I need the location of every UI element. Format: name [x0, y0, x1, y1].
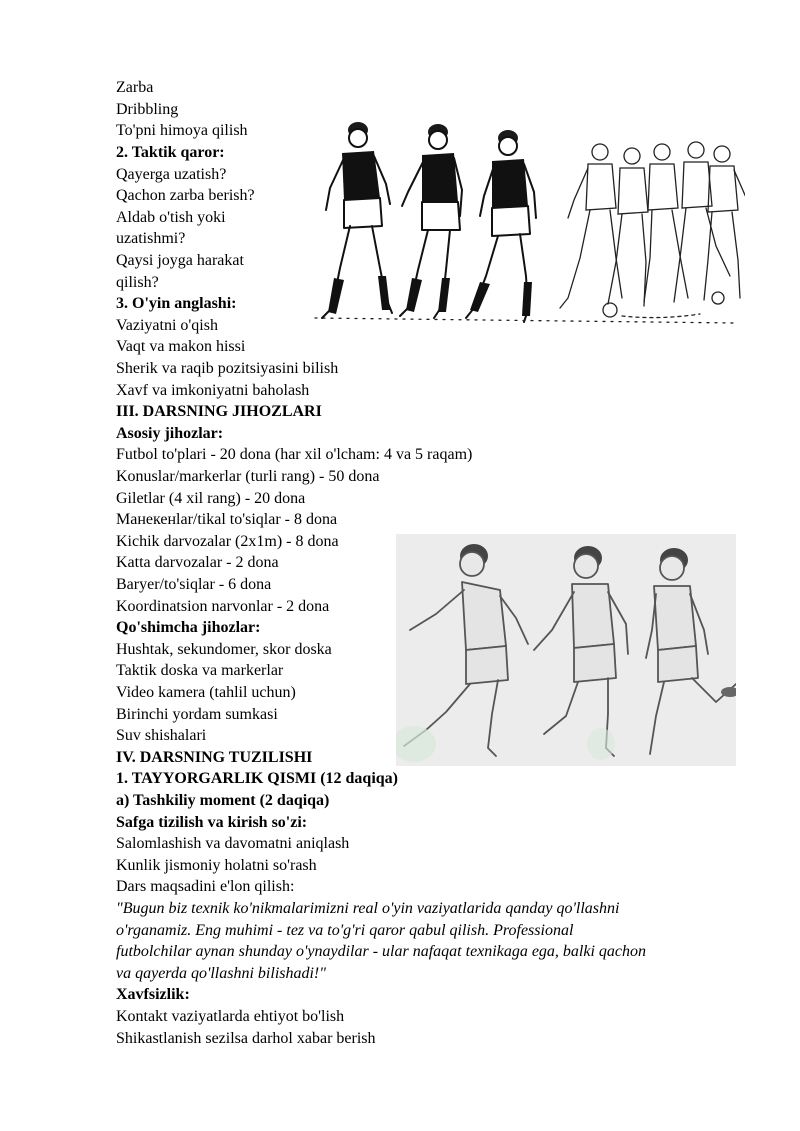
text-line: Sherik va raqib pozitsiyasini bilish [116, 360, 339, 377]
section-heading: 3. O'yin anglashi: [116, 295, 237, 312]
text-line: Aldab o'tish yoki [116, 209, 226, 226]
section-heading: Safga tizilish va kirish so'zi: [116, 814, 308, 831]
text-line: qilish? [116, 274, 159, 291]
player-figure [400, 124, 462, 318]
text-line: Vaziyatni o'qish [116, 317, 218, 334]
boy-figure [534, 546, 628, 756]
text-line: Birinchi yordam sumkasi [116, 706, 278, 723]
ball-icon [712, 292, 724, 304]
text-line: Vaqt va makon hissi [116, 338, 246, 355]
quote-line: o'rganamiz. Eng muhimi - tez va to'g'ri qaror qabul qilish. Professional [116, 922, 574, 939]
text-line: Qayerga uzatish? [116, 166, 227, 183]
text-line: Qachon zarba berish? [116, 187, 255, 204]
ball-icon [603, 303, 617, 317]
section-heading: IV. DARSNING TUZILISHI [116, 749, 313, 766]
text-line: Suv shishalari [116, 727, 207, 744]
text-line: Giletlar (4 xil rang) - 20 dona [116, 490, 306, 507]
section-heading: III. DARSNING JIHOZLARI [116, 403, 322, 420]
text-line: To'pni himoya qilish [116, 122, 248, 139]
kicking-technique-illustration [396, 534, 736, 766]
text-line: Futbol to'plari - 20 dona (har xil o'lcham: 4 va 5 raqam) [116, 446, 473, 463]
boy-figure [646, 548, 736, 754]
text-line: Xavf va imkoniyatni baholash [116, 382, 310, 399]
text-line: Kichik darvozalar (2x1m) - 8 dona [116, 533, 339, 550]
section-heading: 1. TAYYORGARLIK QISMI (12 daqiqa) [116, 770, 398, 787]
text-line: Konuslar/markerlar (turli rang) - 50 dona [116, 468, 380, 485]
section-heading: a) Tashkiliy moment (2 daqiqa) [116, 792, 330, 809]
text-line: Taktik doska va markerlar [116, 662, 284, 679]
text-line: Манекенlar/tikal to'siqlar - 8 dona [116, 511, 338, 528]
quote-line: va qayerda qo'llashni bilishadi!" [116, 965, 326, 982]
player-sequence-group [560, 142, 745, 318]
quote-line: futbolchilar aynan shunday o'ynaydilar - ular nafaqat texnikaga ega, balki qachon [116, 943, 647, 960]
text-line: Baryer/to'siqlar - 6 dona [116, 576, 272, 593]
section-heading: 2. Taktik qaror: [116, 144, 225, 161]
section-heading: Asosiy jihozlar: [116, 425, 224, 442]
text-line: Video kamera (tahlil uchun) [116, 684, 296, 701]
text-line: Kontakt vaziyatlarda ehtiyot bo'lish [116, 1008, 345, 1025]
text-line: Katta darvozalar - 2 dona [116, 554, 279, 571]
text-line: uzatishmi? [116, 230, 186, 247]
player-figure [322, 122, 392, 318]
text-line: Kunlik jismoniy holatni so'rash [116, 857, 317, 874]
text-line: Qaysi joyga harakat [116, 252, 244, 269]
boy-figure [404, 544, 528, 756]
section-heading: Xavfsizlik: [116, 986, 190, 1003]
text-line: Hushtak, sekundomer, skor doska [116, 641, 332, 658]
text-line: Dars maqsadini e'lon qilish: [116, 878, 295, 895]
text-line: Zarba [116, 79, 154, 96]
dribbling-players-illustration [305, 118, 745, 333]
text-line: Shikastlanish sezilsa darhol xabar berish [116, 1030, 376, 1047]
section-heading: Qo'shimcha jihozlar: [116, 619, 261, 636]
quote-line: "Bugun biz texnik ko'nikmalarimizni real o'yin vaziyatlarida qanday qo'llashni [116, 900, 620, 917]
text-line: Dribbling [116, 101, 179, 118]
player-figure [466, 130, 536, 322]
text-line: Salomlashish va davomatni aniqlash [116, 835, 350, 852]
text-line: Koordinatsion narvonlar - 2 dona [116, 598, 330, 615]
